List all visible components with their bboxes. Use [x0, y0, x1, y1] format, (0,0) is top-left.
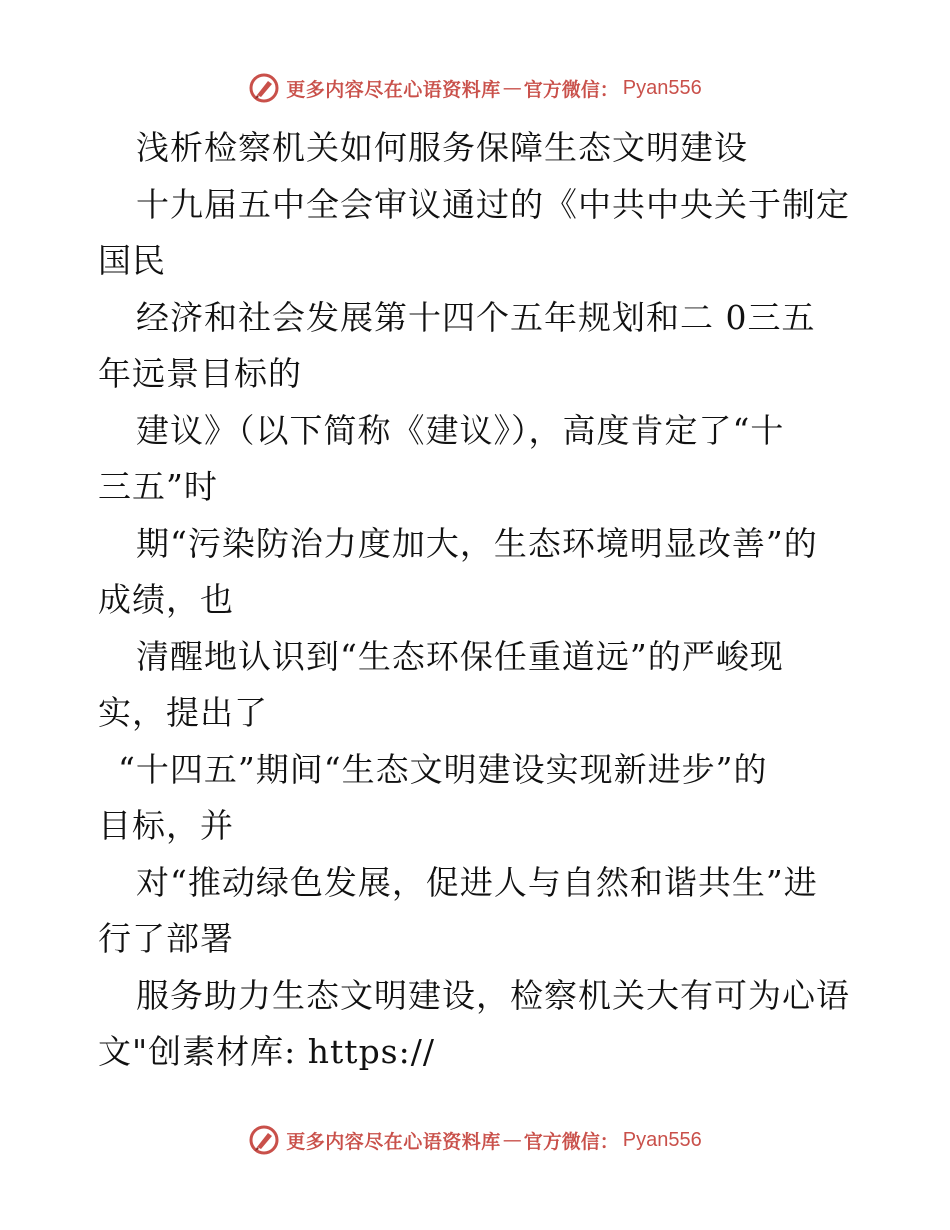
- watermark-wechat-id: Pyan556: [622, 76, 702, 99]
- watermark-separator: —: [502, 1129, 522, 1151]
- document-line: 建议》（以下简称《建议》），高度肯定了“十: [136, 410, 785, 450]
- document-line: 服务助力生态文明建设，检察机关大有可为心语: [136, 975, 850, 1015]
- watermark-wechat-id: Pyan556: [622, 1128, 702, 1151]
- document-title: 浅析检察机关如何服务保障生态文明建设: [136, 128, 748, 167]
- document-line: 目标，并: [98, 806, 234, 845]
- quill-pen-logo-icon: [248, 1124, 280, 1156]
- watermark-banner-bottom: [0, 1122, 950, 1158]
- document-line: 经济和社会发展第十四个五年规划和二 0三五: [136, 297, 816, 337]
- document-line: 年远景目标的: [98, 354, 302, 393]
- document-line: 三五”时: [98, 467, 218, 506]
- watermark-wechat-label: 官方微信：: [523, 1130, 619, 1153]
- document-line: 清醒地认识到“生态环保任重道远”的严峻现: [136, 636, 784, 676]
- document-line: 成绩，也: [98, 580, 234, 619]
- watermark-brand: 更多内容尽在心语资料库: [286, 78, 501, 101]
- document-line: 期“污染防治力度加大，生态环境明显改善”的: [136, 523, 818, 563]
- document-line: 十九届五中全会审议通过的《中共中央关于制定: [136, 184, 850, 224]
- document-body: [98, 120, 858, 1081]
- watermark-separator: —: [502, 77, 522, 99]
- document-line: 国民: [98, 241, 166, 280]
- watermark-wechat-label: 官方微信：: [523, 78, 619, 101]
- document-line: “十四五”期间“生态文明建设实现新进步”的: [118, 749, 768, 789]
- document-line: 行了部署: [98, 919, 234, 958]
- watermark-brand: 更多内容尽在心语资料库: [286, 1130, 501, 1153]
- quill-pen-logo-icon: [248, 72, 280, 104]
- watermark-banner-top: [0, 70, 950, 106]
- document-line: 实，提出了: [98, 693, 268, 732]
- document-line: 对“推动绿色发展，促进人与自然和谐共生”进: [136, 862, 818, 902]
- document-line: 文"创素材库: https://: [98, 1032, 435, 1071]
